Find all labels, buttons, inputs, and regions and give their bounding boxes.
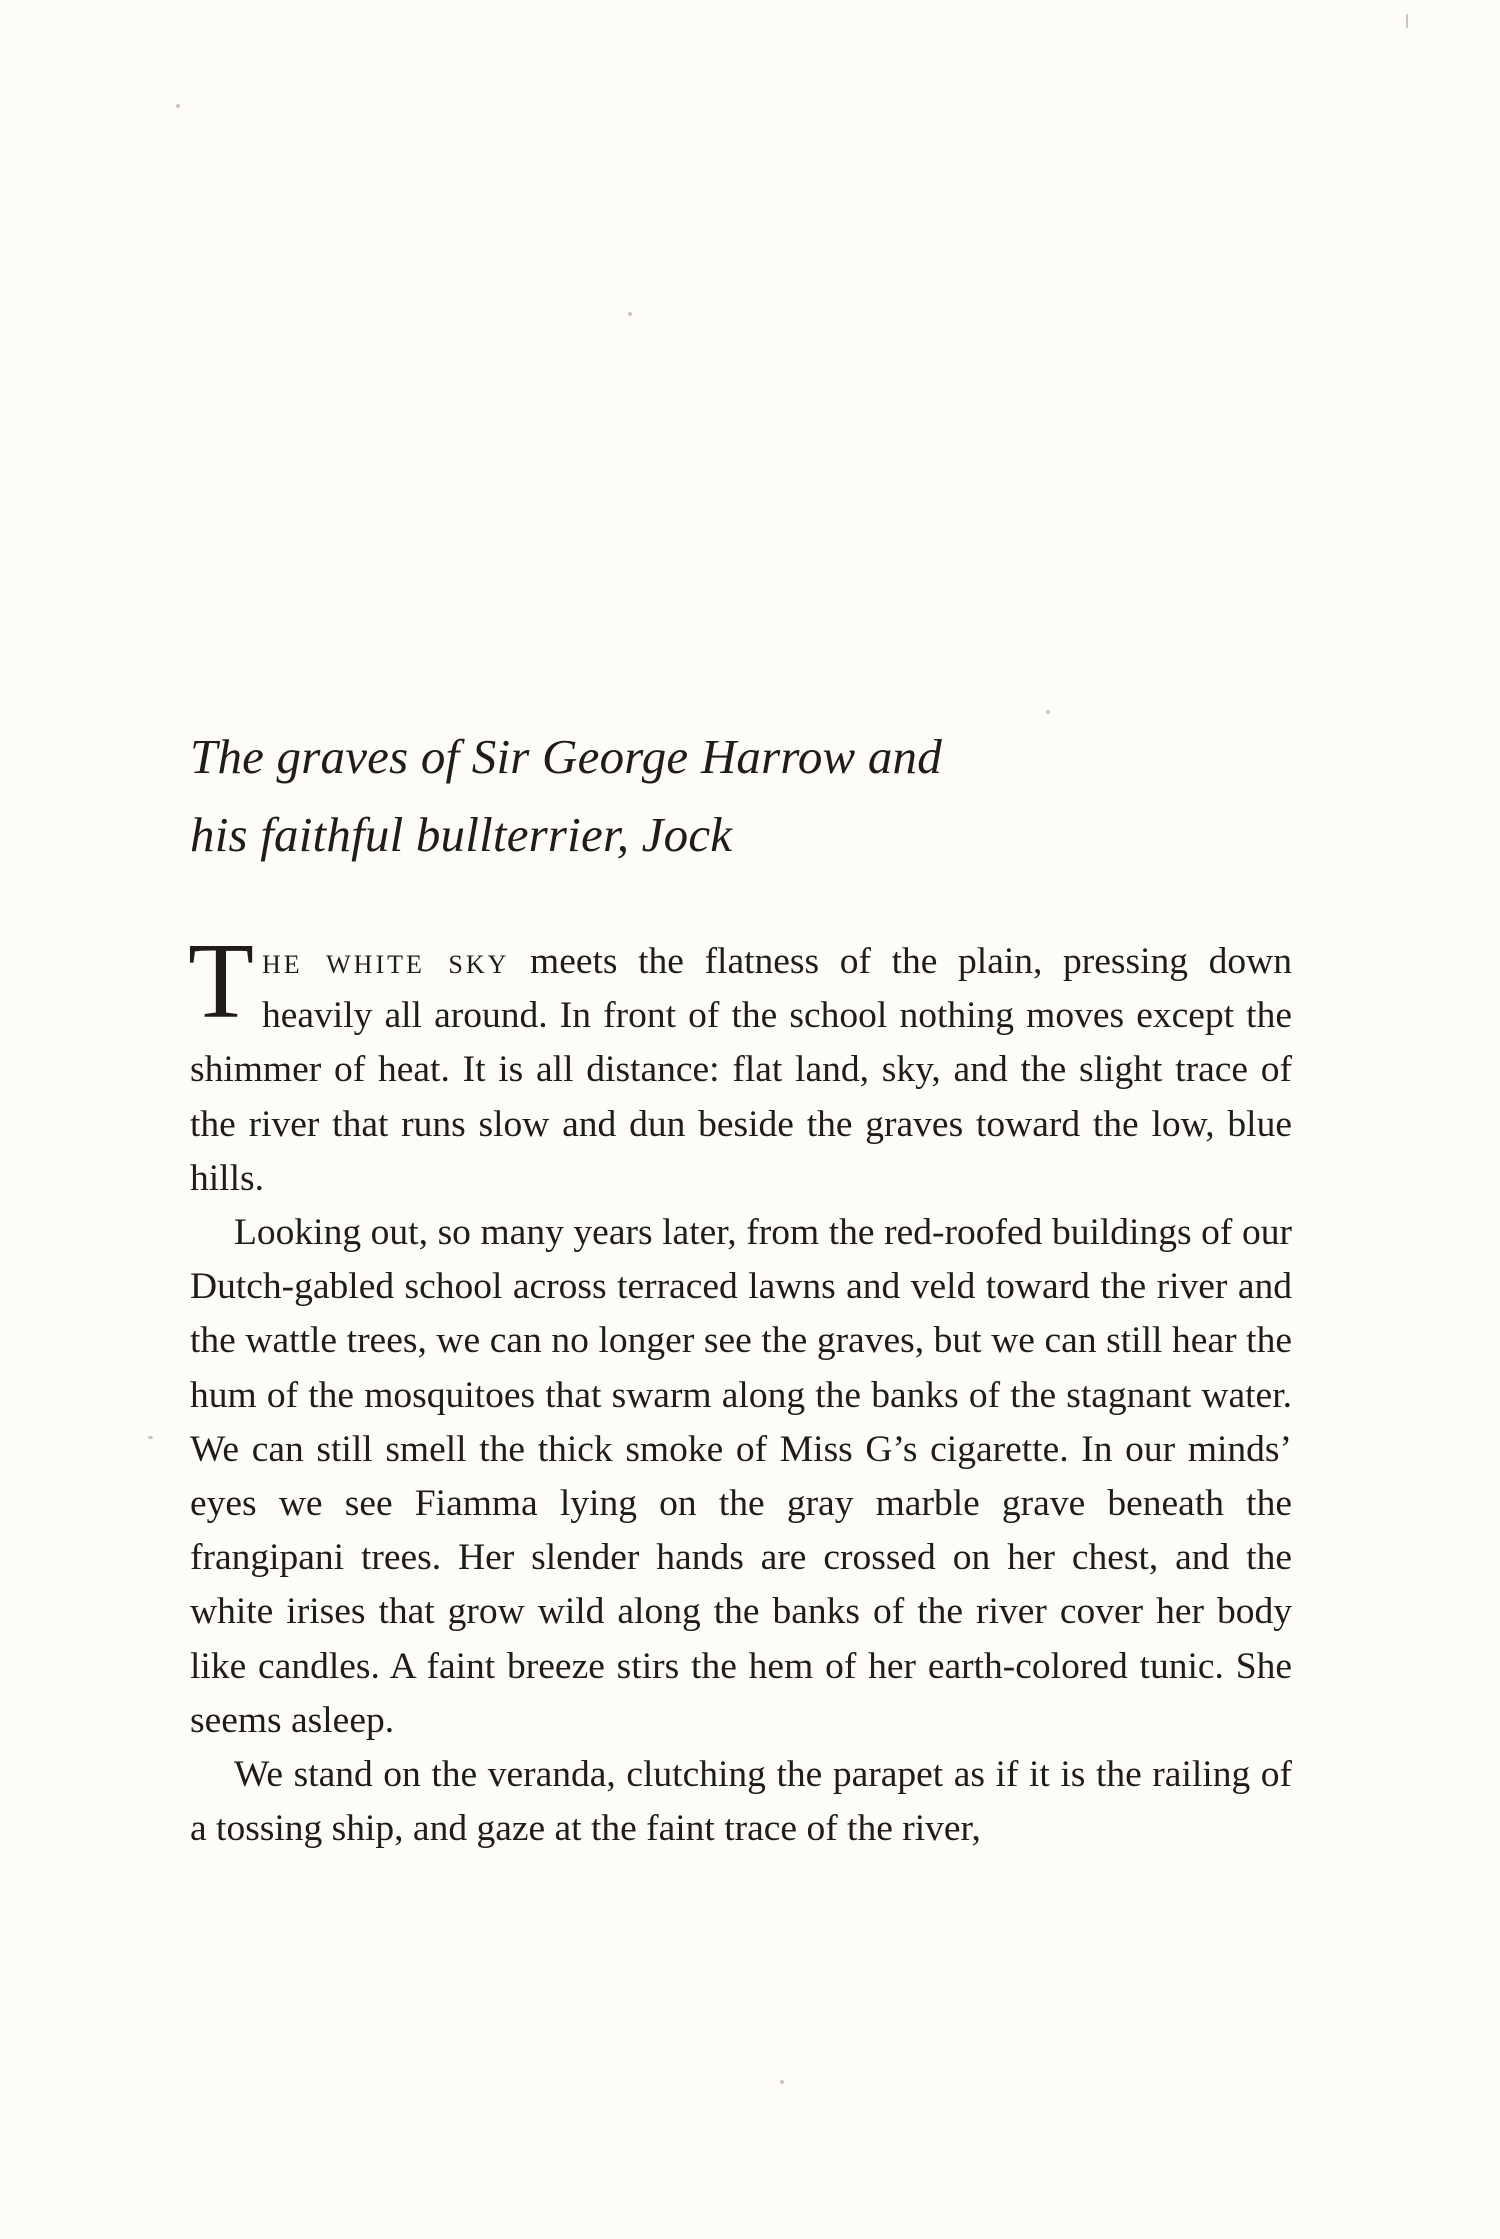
small-caps-lead-in: he white sky [261,941,510,982]
paragraph-1 [188,922,1292,1206]
paragraph-3: We stand on the veranda, clutching the parapet as if it is the railing of a tossing ship, and gaze at the faint trace of the river, [190,1754,1292,1850]
scan-speck [1406,14,1408,28]
scan-speck [780,2080,784,2084]
scan-speck [176,104,180,108]
chapter-title-line-2: his faithful bullterrier, Jock [190,807,733,862]
paragraph-1-text: meets the flatness of the plain, pressing down heavily all around. In front of the school nothing moves except the shimmer of heat. It is all distance: flat land, sky, and the slight trace of the river that runs slow and dun beside the graves toward the low, blue hills. [190,941,1292,1199]
scan-speck [1046,710,1050,714]
scan-speck [148,1436,153,1439]
chapter-title-line-1: The graves of Sir George Harrow and [190,729,942,784]
paragraph-2: Looking out, so many years later, from the red-roofed buildings of our Dutch-gabled school across terraced lawns and veld toward the river and the wattle trees, we can no longer see the graves, but we can still hear the hum of the mosquitoes that swarm along the banks of the stagnant water. We can still smell the thick smoke of Miss G’s cigarette. In our minds’ eyes we see Fiamma lying on the gray marble grave beneath the frangipani trees. Her slender hands are crossed on her chest, and the white irises that grow wild along the banks of the river cover her body like candles. A faint breeze stirs the hem of her earth-colored tunic. She seems asleep. [190,1212,1292,1741]
drop-cap: T [188,922,254,1041]
scan-speck [628,312,632,316]
chapter-title [190,718,1310,874]
chapter-body [188,922,1292,1856]
